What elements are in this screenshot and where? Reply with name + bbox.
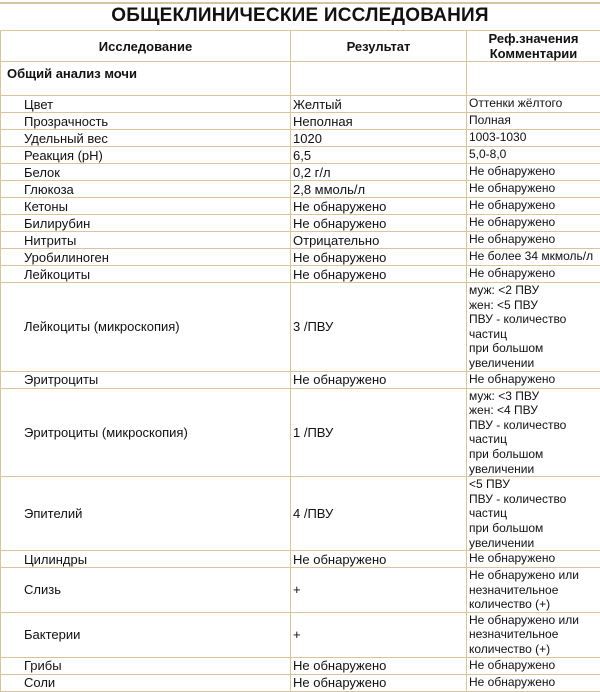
reference-value — [467, 657, 600, 674]
reference-line: Полная — [469, 113, 598, 128]
reference-line: <5 ПВУ — [469, 477, 598, 492]
result-value: 0,2 г/л — [291, 164, 467, 181]
reference-value — [467, 249, 600, 266]
study-name: Эритроциты (микроскопия) — [1, 388, 291, 477]
reference-value — [467, 388, 600, 477]
study-name: Цилиндры — [1, 551, 291, 568]
study-name: Соли — [1, 674, 291, 691]
column-header-reference — [467, 31, 600, 62]
table-row — [1, 266, 600, 283]
reference-value — [467, 674, 600, 691]
reference-line: жен: <4 ПВУ — [469, 403, 598, 418]
reference-line: ПВУ - количество частиц — [469, 418, 598, 447]
result-value: + — [291, 612, 467, 657]
reference-line: Не обнаружено — [469, 198, 598, 213]
reference-line: Не обнаружено — [469, 164, 598, 179]
reference-value — [467, 266, 600, 283]
reference-line: Не обнаружено — [469, 658, 598, 673]
reference-line: Не обнаружено или незначительное — [469, 568, 598, 597]
reference-value — [467, 215, 600, 232]
table-row — [1, 232, 600, 249]
reference-line: количество (+) — [469, 597, 598, 612]
reference-line: Не обнаружено — [469, 181, 598, 196]
study-name: Прозрачность — [1, 113, 291, 130]
table-row — [1, 147, 600, 164]
result-value: 6,5 — [291, 147, 467, 164]
table-row — [1, 113, 600, 130]
column-header-reference-line2: Комментарии — [469, 46, 598, 61]
table-row — [1, 568, 600, 613]
table-row — [1, 657, 600, 674]
table-row — [1, 130, 600, 147]
result-value: Неполная — [291, 113, 467, 130]
table-row — [1, 249, 600, 266]
result-value: 1 /ПВУ — [291, 388, 467, 477]
reference-value — [467, 164, 600, 181]
reference-line: муж: <3 ПВУ — [469, 389, 598, 404]
reference-line: Не обнаружено — [469, 232, 598, 247]
table-row — [1, 612, 600, 657]
reference-value — [467, 232, 600, 249]
results-table — [0, 30, 600, 692]
result-value: + — [291, 568, 467, 613]
study-name: Эпителий — [1, 477, 291, 551]
table-row — [1, 674, 600, 691]
section-row — [1, 62, 600, 96]
table-row — [1, 551, 600, 568]
reference-line: ПВУ - количество частиц — [469, 492, 598, 521]
study-name: Эритроциты — [1, 371, 291, 388]
reference-line: Не более 34 мкмоль/л — [469, 249, 598, 264]
reference-value — [467, 551, 600, 568]
section-ref-empty — [467, 62, 600, 96]
reference-line: муж: <2 ПВУ — [469, 283, 598, 298]
report-title: ОБЩЕКЛИНИЧЕСКИЕ ИССЛЕДОВАНИЯ — [0, 5, 600, 27]
reference-line: 1003-1030 — [469, 130, 598, 145]
result-value: Не обнаружено — [291, 371, 467, 388]
reference-value — [467, 198, 600, 215]
table-header — [1, 31, 600, 62]
result-value: 3 /ПВУ — [291, 283, 467, 372]
reference-line: жен: <5 ПВУ — [469, 298, 598, 313]
reference-line: Не обнаружено или незначительное — [469, 613, 598, 642]
result-value: Не обнаружено — [291, 215, 467, 232]
study-name: Глюкоза — [1, 181, 291, 198]
result-value: Не обнаружено — [291, 674, 467, 691]
reference-line: количество (+) — [469, 642, 598, 657]
table-row — [1, 371, 600, 388]
result-value: 2,8 ммоль/л — [291, 181, 467, 198]
study-name: Реакция (pH) — [1, 147, 291, 164]
table-row — [1, 283, 600, 372]
table-row — [1, 164, 600, 181]
top-rule — [0, 2, 600, 4]
reference-line: Оттенки жёлтого — [469, 96, 598, 111]
reference-value — [467, 283, 600, 372]
section-result-empty — [291, 62, 467, 96]
study-name: Бактерии — [1, 612, 291, 657]
study-name: Уробилиноген — [1, 249, 291, 266]
reference-line: Не обнаружено — [469, 551, 598, 566]
result-value: Не обнаружено — [291, 249, 467, 266]
result-value: Не обнаружено — [291, 657, 467, 674]
table-row — [1, 198, 600, 215]
reference-value — [467, 130, 600, 147]
reference-value — [467, 113, 600, 130]
table-row — [1, 388, 600, 477]
reference-value — [467, 181, 600, 198]
table-row — [1, 477, 600, 551]
reference-line: при большом увеличении — [469, 341, 598, 370]
study-name: Слизь — [1, 568, 291, 613]
table-row — [1, 215, 600, 232]
reference-value — [467, 612, 600, 657]
study-name: Грибы — [1, 657, 291, 674]
section-title: Общий анализ мочи — [1, 62, 291, 96]
result-value: Желтый — [291, 96, 467, 113]
study-name: Кетоны — [1, 198, 291, 215]
reference-line: при большом увеличении — [469, 521, 598, 550]
result-value: 4 /ПВУ — [291, 477, 467, 551]
result-value: Отрицательно — [291, 232, 467, 249]
column-header-result: Результат — [291, 31, 467, 62]
reference-value — [467, 371, 600, 388]
result-value: Не обнаружено — [291, 198, 467, 215]
study-name: Цвет — [1, 96, 291, 113]
study-name: Удельный вес — [1, 130, 291, 147]
result-value: Не обнаружено — [291, 266, 467, 283]
reference-line: Не обнаружено — [469, 266, 598, 281]
table-row — [1, 96, 600, 113]
study-name: Билирубин — [1, 215, 291, 232]
study-name: Лейкоциты (микроскопия) — [1, 283, 291, 372]
reference-value — [467, 96, 600, 113]
study-name: Нитриты — [1, 232, 291, 249]
table-row — [1, 181, 600, 198]
reference-line: 5,0-8,0 — [469, 147, 598, 162]
reference-line: Не обнаружено — [469, 675, 598, 690]
column-header-reference-line1: Реф.значения — [469, 31, 598, 46]
result-value: 1020 — [291, 130, 467, 147]
column-header-study: Исследование — [1, 31, 291, 62]
result-value: Не обнаружено — [291, 551, 467, 568]
reference-line: ПВУ - количество частиц — [469, 312, 598, 341]
reference-value — [467, 568, 600, 613]
reference-value — [467, 147, 600, 164]
reference-line: при большом увеличении — [469, 447, 598, 476]
reference-value — [467, 477, 600, 551]
study-name: Лейкоциты — [1, 266, 291, 283]
reference-line: Не обнаружено — [469, 372, 598, 387]
study-name: Белок — [1, 164, 291, 181]
reference-line: Не обнаружено — [469, 215, 598, 230]
